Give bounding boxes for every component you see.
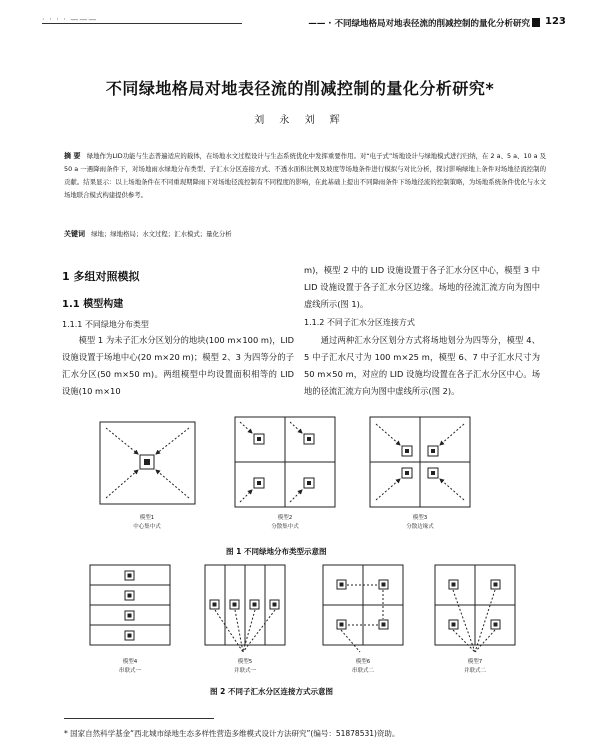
subsubsection-heading: 1.1.2 不同子汇水分区连接方式 xyxy=(304,318,415,327)
footnote: * 国家自然科学基金“西北城市绿地生态多样性营造多维模式设计方法研究”(编号：51878531)资助。 xyxy=(64,729,400,738)
figure-2-caption: 图 2 不同子汇水分区连接方式示意图 xyxy=(210,687,333,696)
model-6-desc: 串联式二 xyxy=(351,668,375,674)
footnote-rule xyxy=(64,718,214,719)
model-6-diagram xyxy=(323,565,403,674)
model-4-desc: 串联式一 xyxy=(118,668,142,674)
header-decoration: · · · · ——— xyxy=(42,15,98,24)
model-5-desc: 并联式一 xyxy=(233,668,257,674)
subsection-heading: 1.1 模型构建 xyxy=(62,299,124,310)
lid-outlet xyxy=(144,459,150,465)
header-left-rule xyxy=(42,23,242,24)
left-column xyxy=(62,268,294,400)
running-header-title: —— · 不同绿地格局对地表径流的削减控制的量化分析研究 xyxy=(308,19,530,29)
body-paragraph: 模型 1 为未子汇水分区划分的地块(100 m×100 m)，LID设施设置于场地中心(20 m×20 m)；模型 2、3 为四等分的子汇水分区(50 m×50 m)。两组模型中均设置面积相等的 LID 设施(10 m×10 xyxy=(62,335,294,396)
keywords xyxy=(64,228,546,240)
body-paragraph: m)，模型 2 中的 LID 设施设置于各子汇水分区中心，模型 3 中 LID 设施设置于各子汇水分区边缘。场地的径流汇流方向为图中虚线所示(图 1)。 xyxy=(304,265,540,309)
model-7-diagram xyxy=(435,565,515,674)
paper-title: 不同绿地格局对地表径流的削减控制的量化分析研究* xyxy=(105,79,495,98)
model-3-diagram xyxy=(370,417,470,530)
model-7-desc: 并联式二 xyxy=(463,668,487,674)
model-1-desc: 中心集中式 xyxy=(133,524,161,530)
model-1-diagram xyxy=(100,422,195,530)
model-1-label: 模型1 xyxy=(139,515,155,521)
flow-arrow xyxy=(106,428,138,454)
model-3-label: 模型3 xyxy=(412,515,428,521)
abstract-label: 摘 要 xyxy=(64,152,81,160)
model-5-label: 模型5 xyxy=(237,659,253,665)
flow-arrow xyxy=(156,470,189,498)
page-number: 123 xyxy=(545,16,566,27)
model-3-desc: 分散边缘式 xyxy=(406,524,434,530)
header-block-marker xyxy=(532,18,540,27)
model-2-desc: 分散集中式 xyxy=(271,524,299,530)
right-column xyxy=(304,262,540,400)
authors: 刘 永 刘 辉 xyxy=(254,115,346,126)
model-4-diagram xyxy=(90,565,170,674)
figure-2 xyxy=(85,560,525,685)
figure-1-caption: 图 1 不同绿地分布类型示意图 xyxy=(226,547,327,556)
body-paragraph: 通过两种汇水分区划分方式将场地划分为四等分，模型 4、5 中子汇水尺寸为 100 m×25 m，模型 6、7 中子汇水尺寸为 50 m×50 m，对应的 LID 设施均设置在各子汇水分区中心。场地的径流汇流方向为图中虚线所示(图 2)。 xyxy=(304,335,540,396)
abstract xyxy=(64,150,546,202)
flow-arrow xyxy=(156,428,189,454)
keywords-text: 绿地；绿地格局；水文过程；汇水模式；量化分析 xyxy=(91,230,232,238)
model-5-diagram xyxy=(205,565,285,674)
figure-1 xyxy=(60,412,540,542)
abstract-text: 绿地作为LID功能与生态普遍适应的载体，在场地水文过程设计与生态系统优化中发挥重要作用。对“电子式”场地设计与绿地模式进行归纳，在 2 a、5 a、10 a 及 50 a 一遇降雨条件下，对场地雨水绿地分布类型、子汇水分区连接方式、不透水面积比例及坡度等场地条件进行模拟与对比分析，探讨影响绿地上条件对场地径流控制的贡献。结果显示：以上场地条件在不同重现期降雨下对场地径流控制有不同程度的影响，在此基础上提出不同降雨条件下场地径流的控制策略，为场地系统条件优化与水文场地联合模式构建提供参考。 xyxy=(64,152,547,199)
section-heading: 1 多组对照模拟 xyxy=(62,270,140,283)
flow-arrow xyxy=(106,470,138,498)
subsubsection-heading: 1.1.1 不同绿地分布类型 xyxy=(62,320,149,329)
model-7-label: 模型7 xyxy=(467,659,483,665)
keywords-label: 关键词 xyxy=(64,230,85,238)
model-4-label: 模型4 xyxy=(122,659,138,665)
model-6-label: 模型6 xyxy=(355,659,371,665)
model-2-label: 模型2 xyxy=(277,515,293,521)
model-2-diagram xyxy=(235,417,335,530)
